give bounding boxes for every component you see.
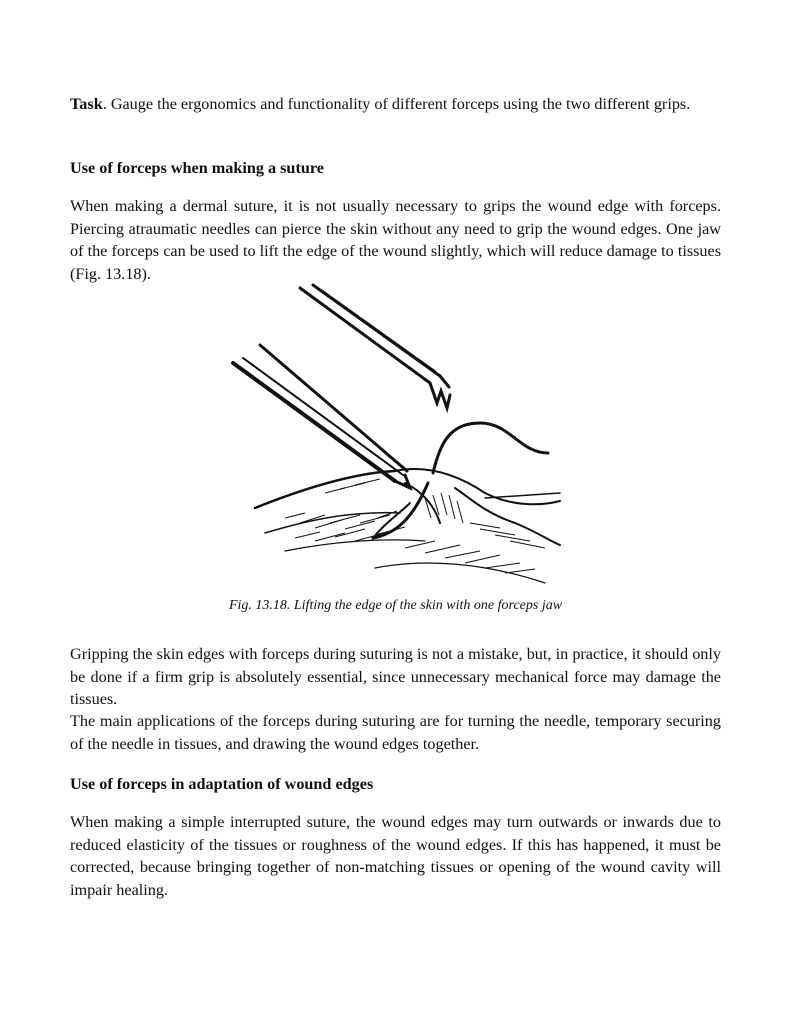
task-text: . Gauge the ergonomics and functionality of different forceps using the two different grips. xyxy=(102,95,691,113)
task-label: Task xyxy=(70,95,103,113)
lower-forceps xyxy=(233,345,410,488)
task-paragraph xyxy=(70,93,721,116)
needle-and-thread xyxy=(373,423,548,538)
upper-forceps xyxy=(300,285,450,408)
forceps-suture-illustration xyxy=(225,283,570,593)
section-heading-adaptation: Use of forceps in adaptation of wound edges xyxy=(70,775,374,793)
suture-paragraph: When making a dermal suture, it is not usually necessary to grips the wound edge with forceps. Piercing atraumatic needles can pierce the skin without any need to grip the wound edges. One jaw of the forceps can be used to lift the edge of the wound slightly, which will reduce damage to tissues (Fig. 13.18). xyxy=(70,197,721,283)
skin-hatching xyxy=(285,479,545,573)
figure-caption: Fig. 13.18. Lifting the edge of the skin with one forceps jaw xyxy=(228,598,563,613)
applications-paragraph: The main applications of the forceps during suturing are for turning the needle, temporary securing of the needle in tissues, and drawing the wound edges together. xyxy=(70,712,721,753)
adaptation-paragraph: When making a simple interrupted suture, the wound edges may turn outwards or inwards due to reduced elasticity of the tissues or roughness of the wound edges. If this has happened, it must be corrected, because bringing together of non-matching tissues or opening of the wound cavity will impair healing. xyxy=(70,813,721,899)
gripping-paragraph: Gripping the skin edges with forceps during suturing is not a mistake, but, in practice, it should only be done if a firm grip is absolutely essential, since unnecessary mechanical force may damage the tissues. xyxy=(70,645,721,709)
section-heading-suture: Use of forceps when making a suture xyxy=(70,159,324,177)
